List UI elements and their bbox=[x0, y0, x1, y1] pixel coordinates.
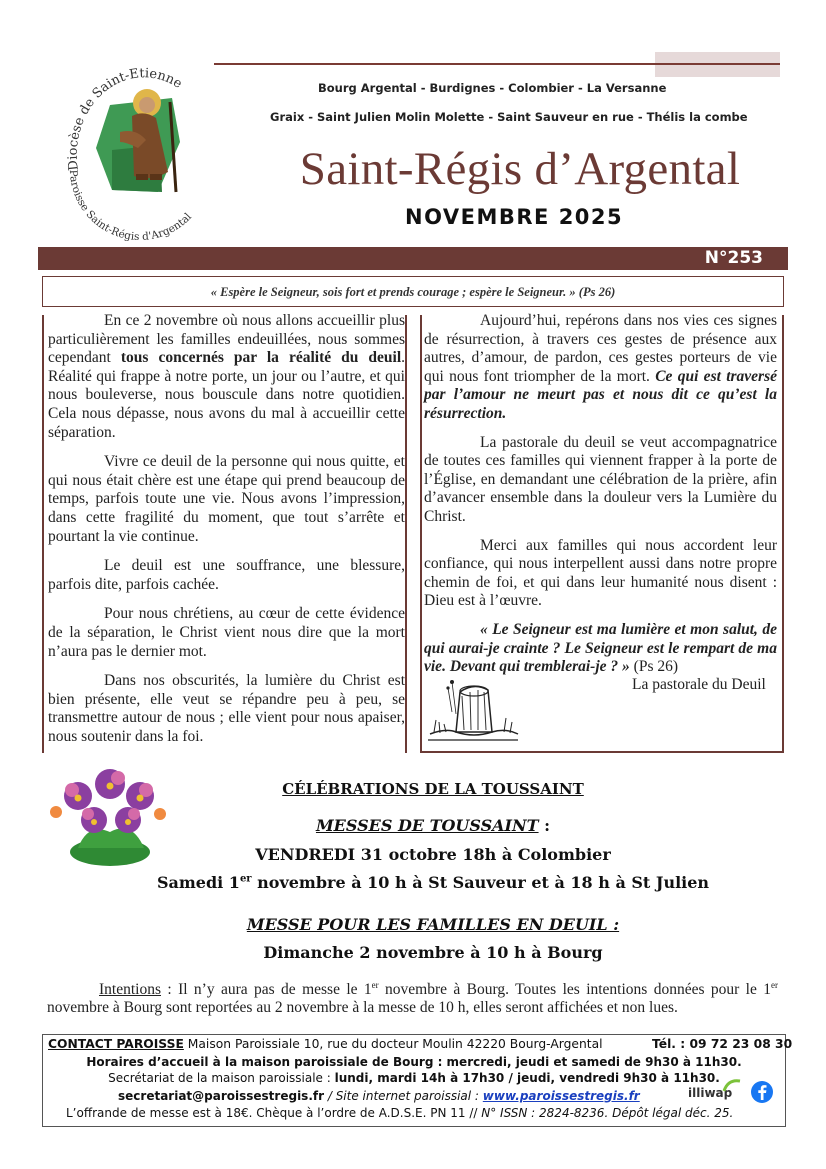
contact-offering: L’offrande de messe est à 18€. Chèque à l’ordre de A.D.S.E. PN 11 // N° ISSN : 2824-8236. Dépôt légal déc. 25. bbox=[66, 1106, 734, 1120]
header-villes-ligne1: Bourg Argental - Burdignes - Colombier - La Versanne bbox=[318, 81, 667, 95]
article-paragraph: Aujourd’hui, repérons dans nos vies ces signes de résurrection, à travers ces gestes de présence aux autres, d’amour, de pardon, ces gestes porteurs de vie qui nous font triompher de la mort. Ce qui est traversé par l’amour ne meurt pas et nous dit ce qu’est la résurrection. bbox=[424, 312, 777, 422]
mourning-mass-heading: MESSE POUR LES FAMILLES EN DEUIL : bbox=[246, 915, 620, 934]
center-column-rule bbox=[405, 315, 407, 753]
center-column-rule-2 bbox=[420, 315, 422, 753]
contact-web: secretariat@paroissestregis.fr / Site internet paroissial : www.paroissestregis.fr bbox=[118, 1089, 640, 1103]
contact-phone: Tél. : 09 72 23 08 30 bbox=[652, 1037, 793, 1051]
article-paragraph: Merci aux familles qui nous accordent leur confiance, qui nous interpellent aussi dans notre propre chemin de foi, et qui dans leur humanité nous disent : Dieu est à l’œuvre. bbox=[424, 536, 777, 610]
intentions-notice: Intentions : Il n’y aura pas de messe le 1er novembre à Bourg. Toutes les intentions données pour le 1er novembre à Bourg sont reportées au 2 novembre à la messe de 10 h, elles seront affichées et non lues. bbox=[47, 980, 778, 1017]
article-paragraph: La pastorale du deuil se veut accompagnatrice de toutes ces familles qui viennent frapper à la porte de l’Église, en demandant une célébration de la prière, afin d’avancer ensemble dans la douleur vers la Lumière du Christ. bbox=[424, 433, 777, 525]
article-paragraph: Pour nous chrétiens, au cœur de cette évidence de la séparation, le Christ vient nous dire que la mort n’aura pas le dernier mot. bbox=[48, 605, 405, 660]
mass-saturday: Samedi 1er novembre à 10 h à St Sauveur et à 18 h à St Julien bbox=[156, 873, 710, 892]
mass-sunday: Dimanche 2 novembre à 10 h à Bourg bbox=[263, 943, 603, 962]
issue-bar bbox=[38, 247, 788, 270]
site-link[interactable]: www.paroissestregis.fr bbox=[482, 1089, 640, 1103]
issue-number: N°253 bbox=[704, 248, 763, 268]
psalm-quote: « Espère le Seigneur, sois fort et prends courage ; espère le Seigneur. » (Ps 26) bbox=[42, 276, 784, 307]
diocese-logo bbox=[50, 50, 230, 250]
logo-text-bottom: Paroisse Saint-Régis d'Argental bbox=[66, 169, 195, 244]
facebook-icon[interactable] bbox=[750, 1080, 774, 1104]
logo-text-top: Diocèse de Saint-Etienne bbox=[65, 66, 185, 172]
header-villes-ligne2: Graix - Saint Julien Molin Molette - Saint Sauveur en rue - Thélis la combe bbox=[270, 110, 748, 124]
contact-line-address: CONTACT PAROISSE Maison Paroissiale 10, rue du docteur Moulin 42220 Bourg-Argental bbox=[48, 1037, 603, 1051]
messes-toussaint-heading: MESSES DE TOUSSAINT : bbox=[315, 816, 551, 835]
article-psalm: « Le Seigneur est ma lumière et mon salut, de qui aurai-je crainte ? Le Seigneur est le rempart de ma vie. Devant qui tremblerai-je ? » (Ps 26) bbox=[424, 620, 777, 676]
article-right-column bbox=[424, 312, 777, 687]
tree-stump-illustration bbox=[426, 672, 521, 744]
right-column-bottom-rule bbox=[420, 751, 784, 753]
right-column-rule bbox=[782, 315, 784, 753]
page-title: Saint-Régis d’Argental bbox=[299, 143, 741, 195]
article-left-column bbox=[48, 312, 405, 757]
contact-hours: Horaires d’accueil à la maison paroissiale de Bourg : mercredi, jeudi et samedi de 9h30 à 11h30. bbox=[86, 1055, 742, 1069]
contact-email[interactable]: secretariat@paroissestregis.fr bbox=[118, 1089, 325, 1103]
article-paragraph: Le deuil est une souffrance, une blessure, parfois dite, parfois cachée. bbox=[48, 557, 405, 593]
article-signature: La pastorale du Deuil bbox=[632, 676, 766, 693]
illiwap-icon bbox=[722, 1077, 742, 1093]
article-paragraph: Dans nos obscurités, la lumière du Christ est bien présente, elle veut se répandre peu à peu, se transmettre autour de nous ; elle vient pour nous apaiser, nous soutenir dans la foi. bbox=[48, 672, 405, 745]
illiwap-label: illiwap bbox=[688, 1086, 733, 1100]
left-column-rule bbox=[42, 315, 44, 753]
article-paragraph: En ce 2 novembre où nous allons accueillir plus particulièrement les familles endeuillées, nous sommes cependant tous concernés par la réalité du deuil. Réalité qui frappe à notre porte, un jour ou l’autre, et qui nous bouleverse, nous bouscule dans notre quotidien. Cela nous dépasse, nous avons du mal à accueillir cette séparation. bbox=[48, 312, 406, 441]
header-rule bbox=[214, 63, 780, 65]
contact-secretariat: Secrétariat de la maison paroissiale : lundi, mardi 14h à 17h30 / jeudi, vendredi 9h30 à 11h30. bbox=[108, 1071, 720, 1085]
issue-month: NOVEMBRE 2025 bbox=[405, 205, 624, 229]
article-paragraph: Vivre ce deuil de la personne qui nous quitte, et qui nous était chère est une étape qui prend beaucoup de temps, parfois toute une vie. Nous avons l’impression, dans cette fragilité du moment, que tout s’arrête et pourtant la vie continue. bbox=[48, 453, 405, 545]
celebrations-title: CÉLÉBRATIONS DE LA TOUSSAINT bbox=[282, 780, 584, 798]
mass-friday: VENDREDI 31 octobre 18h à Colombier bbox=[255, 845, 611, 864]
